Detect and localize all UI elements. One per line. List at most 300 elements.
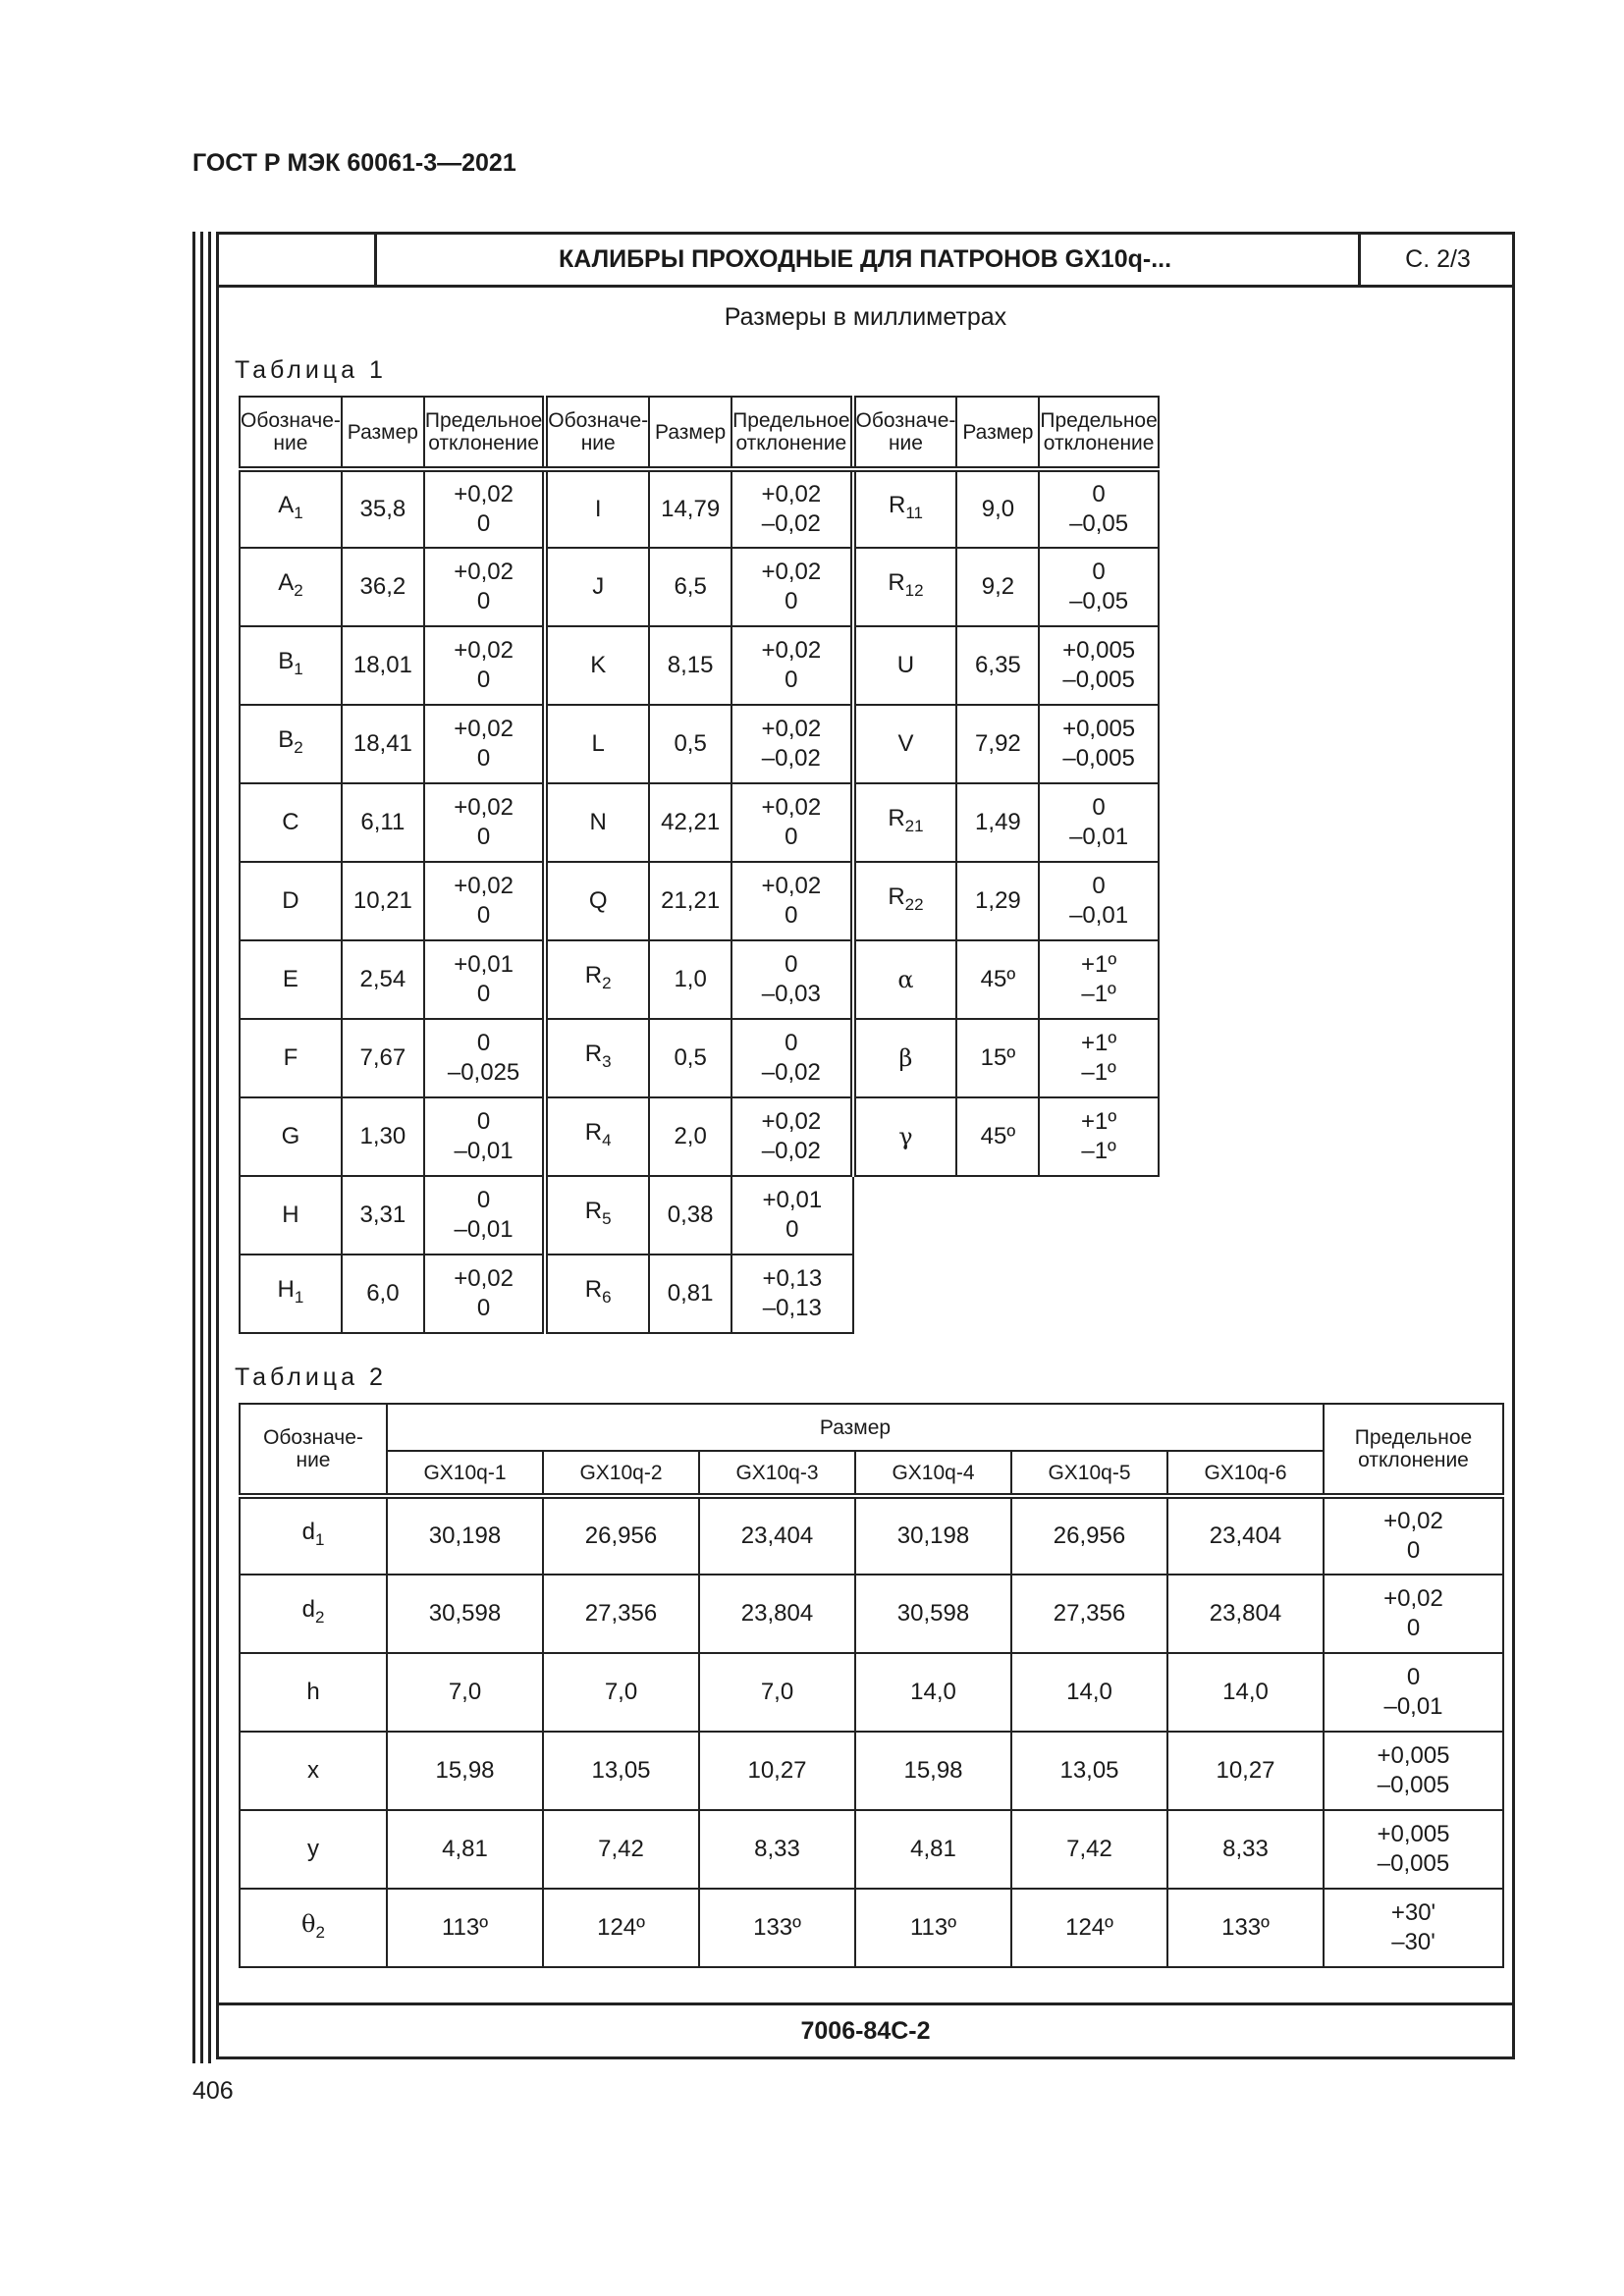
deviation-upper: +0,01 [454,951,514,978]
header-designation-text: Обозначе- [855,409,956,432]
designation-symbol: R [584,1276,603,1303]
sheet-page-ref: С. 2/3 [1358,235,1515,285]
size-cell: 7,42 [1011,1810,1167,1889]
designation-cell [240,1889,387,1967]
deviation-upper: +0,13 [762,1265,823,1292]
deviation-upper: +0,005 [1377,1821,1450,1847]
designation-symbol: Q [588,887,608,914]
size-cell: 0,5 [649,705,731,783]
empty-cell [956,1176,1039,1255]
deviation-cell [1039,626,1158,705]
deviation-lower: –0,01 [1383,1693,1443,1720]
deviation-lower: –0,005 [1377,1772,1450,1798]
designation-cell [545,940,649,1019]
designation-symbol: θ [301,1909,316,1938]
deviation-upper: +0,02 [454,481,514,507]
size-cell: 14,79 [649,469,731,548]
size-cell: 13,05 [543,1732,699,1810]
designation-subscript: 11 [905,504,923,522]
designation-symbol: h [306,1679,320,1705]
deviation-upper: 0 [1092,794,1106,821]
deviation-lower: 0 [476,745,491,772]
designation-symbol: R [888,492,906,518]
page-number: 406 [192,2077,234,2105]
size-cell: 7,67 [342,1019,424,1097]
designation-subscript: 1 [294,504,303,522]
table-row [240,1810,1503,1889]
designation-cell [240,862,342,940]
size-cell: 9,0 [956,469,1039,548]
deviation-cell [1039,862,1158,940]
deviation-cell [424,626,545,705]
size-cell: 2,0 [649,1097,731,1176]
header-deviation-text: Предельное [1354,1426,1473,1449]
designation-symbol: L [591,730,605,757]
designation-subscript: 6 [602,1288,612,1307]
header-deviation [731,397,852,469]
designation-subscript: 2 [294,738,303,757]
size-cell: 15,98 [387,1732,543,1810]
size-cell: 30,598 [387,1575,543,1653]
designation-cell [545,783,649,862]
table-row [240,1255,1159,1333]
size-cell: 4,81 [387,1810,543,1889]
margin-rule [200,232,203,2063]
deviation-lower: 0 [1406,1537,1421,1564]
designation-symbol: N [589,809,607,835]
deviation-upper: +0,02 [761,716,822,742]
size-cell: 8,15 [649,626,731,705]
size-cell: 124º [543,1889,699,1967]
size-cell: 23,804 [699,1575,855,1653]
deviation-lower: –0,02 [761,1059,821,1086]
size-cell: 3,31 [342,1176,424,1255]
deviation-lower: 0 [476,510,491,537]
deviation-cell [424,1255,545,1333]
designation-symbol: γ [898,1122,913,1150]
table-row [240,1097,1159,1176]
deviation-lower: –0,01 [1069,824,1129,850]
deviation-upper: 0 [1092,559,1106,585]
deviation-lower: –0,03 [761,981,821,1007]
designation-cell [545,1255,649,1333]
deviation-cell [731,1255,852,1333]
designation-cell [853,862,957,940]
size-cell: 10,27 [1167,1732,1324,1810]
size-cell: 8,33 [1167,1810,1324,1889]
deviation-upper: 0 [1092,873,1106,899]
deviation-upper: 0 [476,1187,491,1213]
empty-cell [1039,1176,1158,1255]
deviation-cell [424,705,545,783]
size-cell: 10,21 [342,862,424,940]
deviation-lower: –1º [1081,1059,1116,1086]
header-deviation-text: отклонение [428,432,539,454]
deviation-cell [731,1176,852,1255]
designation-symbol: E [282,966,298,992]
designation-symbol: V [897,730,914,757]
header-type: GX10q-4 [855,1451,1011,1496]
designation-cell [545,626,649,705]
table-row [240,548,1159,626]
designation-cell [853,469,957,548]
size-cell: 133º [1167,1889,1324,1967]
deviation-upper: +30' [1390,1899,1436,1926]
header-type: GX10q-2 [543,1451,699,1496]
header-deviation-text: отклонение [735,432,847,454]
header-deviation-text: отклонение [1043,432,1155,454]
deviation-lower: –0,01 [1069,902,1129,929]
table-row [240,1176,1159,1255]
designation-symbol: D [282,887,299,914]
size-cell: 9,2 [956,548,1039,626]
deviation-upper: +0,02 [761,637,822,664]
margin-rule [192,232,195,2063]
deviation-lower: 0 [785,667,798,693]
designation-symbol: R [584,1119,603,1146]
size-cell: 27,356 [1011,1575,1167,1653]
deviation-cell [731,783,852,862]
deviation-cell [1039,783,1158,862]
deviation-lower: 0 [476,981,491,1007]
margin-rule [208,232,211,2063]
deviation-upper: 0 [476,1108,491,1135]
deviation-cell [731,469,852,548]
size-cell: 113º [855,1889,1011,1967]
deviation-upper: +0,02 [761,794,822,821]
designation-subscript: 2 [314,1608,325,1627]
header-designation [240,397,342,469]
sheet-frame [216,232,1515,2059]
deviation-cell [1039,548,1158,626]
designation-cell [240,469,342,548]
size-cell: 1,49 [956,783,1039,862]
designation-subscript: 3 [602,1052,612,1071]
table2-caption: Таблица 2 [235,1363,387,1391]
deviation-cell [424,548,545,626]
header-designation [853,397,957,469]
designation-symbol: C [282,809,299,835]
size-cell: 45º [956,940,1039,1019]
table-row [240,783,1159,862]
size-cell: 18,01 [342,626,424,705]
deviation-cell [1039,469,1158,548]
designation-subscript: 12 [904,581,924,600]
designation-symbol: x [307,1757,319,1784]
designation-symbol: y [307,1836,319,1862]
deviation-upper: +0,02 [1383,1508,1443,1534]
header-size: Размер [649,397,731,469]
empty-cell [1039,1255,1158,1333]
header-type: GX10q-5 [1011,1451,1167,1496]
table-row [240,626,1159,705]
header-type: GX10q-3 [699,1451,855,1496]
designation-symbol: A [278,492,295,518]
header-size: Размер [342,397,424,469]
table-row [240,1889,1503,1967]
table1-caption: Таблица 1 [235,356,387,384]
designation-cell [545,1019,649,1097]
table-row [240,1019,1159,1097]
deviation-lower: –1º [1081,981,1116,1007]
designation-cell [240,705,342,783]
designation-symbol: J [592,573,605,600]
deviation-lower: 0 [476,1295,491,1321]
size-cell: 1,0 [649,940,731,1019]
size-cell: 6,35 [956,626,1039,705]
designation-cell [853,705,957,783]
size-cell: 18,41 [342,705,424,783]
designation-symbol: β [898,1043,913,1072]
deviation-lower: –0,01 [454,1216,514,1243]
size-cell: 6,0 [342,1255,424,1333]
header-size: Размер [956,397,1039,469]
title-bar [219,235,1512,288]
deviation-cell [731,1019,852,1097]
deviation-upper: +0,02 [761,481,822,507]
deviation-cell [1039,1097,1158,1176]
designation-symbol: K [590,652,607,678]
deviation-cell [424,940,545,1019]
deviation-lower: –0,02 [761,745,821,772]
header-designation-text: Обозначе- [241,409,341,432]
deviation-upper: 0 [476,1030,491,1056]
designation-cell [853,548,957,626]
designation-cell [853,1019,957,1097]
size-cell: 7,92 [956,705,1039,783]
size-cell: 7,0 [699,1653,855,1732]
deviation-upper: +0,02 [1383,1585,1443,1612]
table-row [240,705,1159,783]
size-cell: 15º [956,1019,1039,1097]
designation-symbol: R [584,962,603,988]
designation-subscript: 22 [904,895,924,914]
designation-symbol: d [301,1596,315,1623]
designation-cell [240,1653,387,1732]
size-cell: 0,38 [649,1176,731,1255]
deviation-upper: 0 [1406,1664,1421,1690]
deviation-upper: +0,02 [454,559,514,585]
header-deviation-text: отклонение [1358,1449,1469,1471]
designation-symbol: R [584,1041,603,1067]
designation-cell [240,1019,342,1097]
designation-symbol: F [283,1044,298,1071]
deviation-cell [1324,1575,1503,1653]
header-designation [545,397,649,469]
deviation-upper: +0,02 [454,873,514,899]
size-cell: 1,30 [342,1097,424,1176]
header-designation-text: ние [273,432,308,454]
size-cell: 27,356 [543,1575,699,1653]
deviation-cell [424,1019,545,1097]
designation-cell [853,940,957,1019]
designation-cell [240,1575,387,1653]
size-cell: 13,05 [1011,1732,1167,1810]
designation-subscript: 21 [904,817,924,835]
deviation-cell [731,626,852,705]
designation-symbol: A [278,569,295,596]
size-cell: 26,956 [1011,1496,1167,1575]
header-deviation-text: Предельное [424,409,543,432]
header-deviation [424,397,545,469]
deviation-cell [1039,940,1158,1019]
designation-symbol: B [278,648,295,674]
header-designation-text: ние [296,1449,331,1471]
empty-cell [853,1255,957,1333]
designation-symbol: R [888,883,905,910]
deviation-lower: 0 [476,902,491,929]
deviation-upper: +1º [1081,951,1117,978]
designation-symbol: R [584,1198,603,1224]
deviation-upper: +0,02 [454,794,514,821]
deviation-upper: +0,005 [1062,716,1136,742]
deviation-lower: 0 [785,902,798,929]
deviation-upper: 0 [1092,481,1106,507]
deviation-lower: 0 [476,588,491,614]
deviation-upper: +0,005 [1062,637,1136,664]
table-row [240,1496,1503,1575]
header-deviation [1039,397,1158,469]
designation-symbol: H [277,1276,295,1303]
title-bar-blank [219,235,377,285]
sheet-title: КАЛИБРЫ ПРОХОДНЫЕ ДЛЯ ПАТРОНОВ GX10q-... [558,245,1172,273]
size-cell: 15,98 [855,1732,1011,1810]
size-cell: 36,2 [342,548,424,626]
table-row [240,469,1159,548]
designation-cell [240,1255,342,1333]
size-cell: 7,0 [543,1653,699,1732]
designation-cell [545,548,649,626]
deviation-upper: +0,005 [1377,1742,1450,1769]
deviation-cell [1039,1019,1158,1097]
size-cell: 23,804 [1167,1575,1324,1653]
deviation-upper: +0,02 [454,716,514,742]
table-row [240,1653,1503,1732]
designation-symbol: B [278,726,295,753]
deviation-lower: –0,13 [762,1295,822,1321]
designation-cell [240,940,342,1019]
header-designation-text: ние [580,432,616,454]
deviation-lower: 0 [785,824,798,850]
deviation-lower: 0 [1406,1615,1421,1641]
size-cell: 30,198 [387,1496,543,1575]
deviation-cell [424,862,545,940]
size-cell: 1,29 [956,862,1039,940]
designation-cell [240,1176,342,1255]
deviation-upper: 0 [785,1030,798,1056]
size-cell: 124º [1011,1889,1167,1967]
designation-cell [240,1097,342,1176]
designation-subscript: 1 [314,1530,325,1549]
deviation-cell [1324,1653,1503,1732]
deviation-upper: +1º [1081,1030,1117,1056]
size-cell: 4,81 [855,1810,1011,1889]
deviation-cell [1324,1810,1503,1889]
deviation-lower: –0,02 [761,1138,821,1164]
deviation-lower: –0,05 [1069,510,1129,537]
designation-symbol: d [301,1519,315,1545]
empty-cell [853,1176,957,1255]
designation-cell [240,783,342,862]
header-deviation [1324,1404,1503,1496]
designation-cell [240,1496,387,1575]
designation-cell [853,783,957,862]
table-2 [239,1403,1504,1968]
deviation-upper: +0,02 [761,873,822,899]
size-cell: 42,21 [649,783,731,862]
size-cell: 30,598 [855,1575,1011,1653]
size-cell: 0,81 [649,1255,731,1333]
designation-symbol: H [282,1201,299,1228]
size-cell: 2,54 [342,940,424,1019]
empty-cell [956,1255,1039,1333]
deviation-cell [731,862,852,940]
deviation-lower: –0,005 [1377,1850,1450,1877]
deviation-cell [424,1097,545,1176]
table-row [240,1732,1503,1810]
size-cell: 10,27 [699,1732,855,1810]
designation-cell [545,862,649,940]
sheet-code: 7006-84C-2 [219,2002,1512,2056]
deviation-cell [1324,1732,1503,1810]
deviation-lower: 0 [476,667,491,693]
deviation-lower: –0,025 [447,1059,520,1086]
designation-cell [545,1097,649,1176]
designation-symbol: G [281,1123,300,1149]
size-cell: 23,404 [1167,1496,1324,1575]
table-row [240,940,1159,1019]
deviation-lower: 0 [785,1216,799,1243]
deviation-upper: +0,02 [761,559,822,585]
header-designation [240,1404,387,1496]
designation-subscript: 4 [602,1131,612,1149]
deviation-lower: –0,005 [1062,667,1135,693]
deviation-upper: +0,01 [762,1187,823,1213]
designation-cell [545,1176,649,1255]
designation-subscript: 2 [315,1922,325,1942]
deviation-cell [731,940,852,1019]
deviation-upper: +0,02 [454,1265,514,1292]
deviation-lower: 0 [476,824,491,850]
deviation-upper: 0 [785,951,798,978]
designation-cell [545,469,649,548]
designation-symbol: R [888,569,905,596]
designation-subscript: 2 [602,974,612,992]
designation-symbol: α [897,965,914,993]
header-type: GX10q-6 [1167,1451,1324,1496]
designation-cell [240,1810,387,1889]
designation-cell [853,626,957,705]
designation-cell [240,1732,387,1810]
designation-cell [240,626,342,705]
size-cell: 7,42 [543,1810,699,1889]
size-cell: 35,8 [342,469,424,548]
deviation-cell [1039,705,1158,783]
size-cell: 0,5 [649,1019,731,1097]
size-cell: 6,11 [342,783,424,862]
size-cell: 30,198 [855,1496,1011,1575]
document-header: ГОСТ Р МЭК 60061-3—2021 [192,149,516,177]
deviation-cell [731,705,852,783]
table-row [240,862,1159,940]
deviation-lower: –1º [1081,1138,1116,1164]
deviation-cell [424,783,545,862]
size-cell: 14,0 [1167,1653,1324,1732]
deviation-cell [1324,1496,1503,1575]
header-deviation-text: Предельное [1040,409,1158,432]
table-row [240,1575,1503,1653]
size-cell: 26,956 [543,1496,699,1575]
